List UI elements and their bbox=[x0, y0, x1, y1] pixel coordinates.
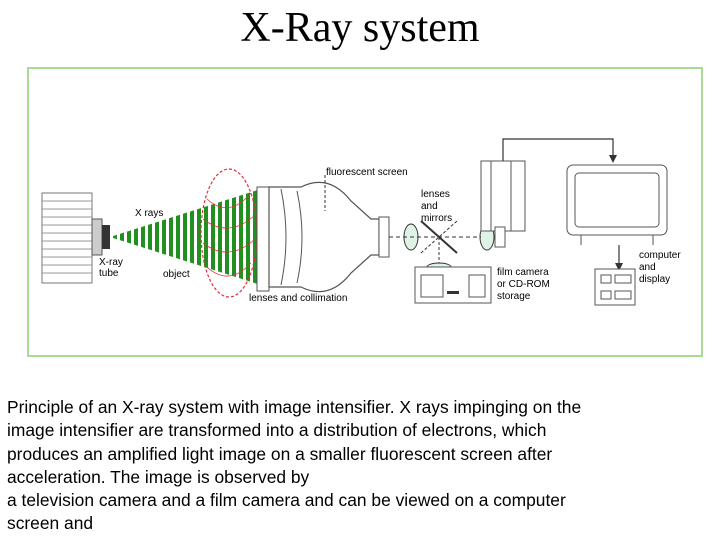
label-xrays: X rays bbox=[135, 208, 164, 219]
computer-unit bbox=[595, 269, 635, 305]
film-camera-storage bbox=[415, 267, 491, 303]
caption-line: acceleration. The image is observed by bbox=[7, 466, 310, 487]
caption-line: produces an amplified light image on a smaller fluorescent screen after bbox=[7, 443, 553, 464]
label-film-camera-2: or CD-ROM bbox=[497, 279, 550, 290]
xray-diagram bbox=[29, 69, 701, 355]
slide-title: X-Ray system bbox=[240, 5, 480, 51]
caption-line: screen and bbox=[7, 513, 94, 534]
label-fluorescent-screen: fluorescent screen bbox=[326, 167, 408, 178]
lens-mirror-assembly bbox=[389, 221, 494, 271]
label-computer-1: computer bbox=[639, 250, 681, 261]
label-computer-2: and bbox=[639, 262, 656, 273]
label-and: and bbox=[421, 201, 438, 212]
caption-line: image intensifier are transformed into a distribution of electrons, which bbox=[7, 420, 547, 441]
computer-monitor bbox=[567, 165, 667, 245]
label-lenses-collimation: lenses and collimation bbox=[249, 293, 348, 304]
label-object: object bbox=[163, 269, 190, 280]
caption-line: Principle of an X-ray system with image intensifier. X rays impinging on the bbox=[7, 397, 582, 417]
label-lenses: lenses bbox=[421, 189, 450, 200]
signal-arrow bbox=[503, 139, 613, 161]
label-xray-tube-2: tube bbox=[99, 268, 119, 279]
label-computer-3: display bbox=[639, 274, 671, 285]
xray-diagram-figure bbox=[27, 67, 703, 357]
label-film-camera-3: storage bbox=[497, 291, 531, 302]
label-mirrors: mirrors bbox=[421, 213, 453, 224]
caption bbox=[7, 396, 713, 536]
caption-line: a television camera and a film camera and can be viewed on a computer bbox=[7, 490, 566, 511]
label-xray-tube-1: X-ray bbox=[99, 257, 123, 268]
image-intensifier bbox=[257, 182, 379, 291]
label-film-camera-1: film camera bbox=[497, 267, 549, 278]
